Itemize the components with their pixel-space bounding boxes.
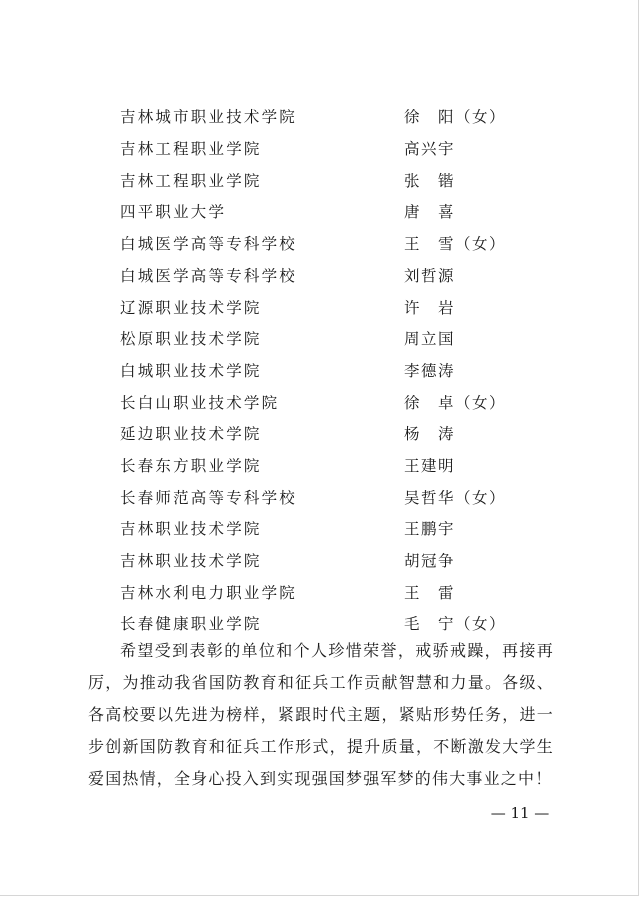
person-name: 周立国: [404, 330, 456, 348]
person-name: 吴哲华（女）: [404, 489, 507, 507]
honor-row: [0, 513, 640, 545]
school-name: 辽源职业技术学院: [120, 299, 262, 317]
honor-row: [0, 101, 640, 133]
honor-row: [0, 418, 640, 450]
honor-row: [0, 165, 640, 197]
honor-row: [0, 292, 640, 324]
closing-paragraph: 希望受到表彰的单位和个人珍惜荣誉，戒骄戒躁，再接再厉，为推动我省国防教育和征兵工作贡献智慧和力量。各级、各高校要以先进为榜样，紧跟时代主题，紧贴形势任务，进一步创新国防教育和征兵工作形式，提升质量，不断激发大学生爱国热情，全身心投入到实现强国梦强军梦的伟大事业之中！: [88, 641, 554, 788]
honor-row: [0, 228, 640, 260]
honor-row: [0, 355, 640, 387]
person-name: 毛 宁（女）: [404, 615, 507, 633]
school-name: 吉林工程职业学院: [120, 140, 262, 158]
school-name: 长春健康职业学院: [120, 615, 262, 633]
school-name: 长春师范高等专科学校: [120, 489, 298, 507]
school-name: 白城职业技术学院: [120, 362, 262, 380]
person-name: 徐 阳（女）: [404, 108, 507, 126]
honor-row: [0, 260, 640, 292]
person-name: 杨 涛: [404, 425, 456, 443]
person-name: 王建明: [404, 457, 456, 475]
school-name: 吉林城市职业技术学院: [120, 108, 298, 126]
person-name: 高兴宇: [404, 140, 456, 158]
school-name: 吉林工程职业学院: [120, 172, 262, 190]
honor-row: [0, 482, 640, 514]
school-name: 吉林职业技术学院: [120, 520, 262, 538]
person-name: 许 岩: [404, 299, 456, 317]
page-number: — 11 —: [490, 804, 550, 822]
school-name: 吉林职业技术学院: [120, 552, 262, 570]
honor-row: [0, 196, 640, 228]
honor-row: [0, 387, 640, 419]
school-name: 吉林水利电力职业学院: [120, 584, 298, 602]
honor-row: [0, 323, 640, 355]
school-name: 松原职业技术学院: [120, 330, 262, 348]
school-name: 长春东方职业学院: [120, 457, 262, 475]
person-name: 李德涛: [404, 362, 456, 380]
honor-row: [0, 577, 640, 609]
person-name: 王 雷: [404, 584, 456, 602]
school-name: 四平职业大学: [120, 203, 227, 221]
school-name: 延边职业技术学院: [120, 425, 262, 443]
person-name: 刘哲源: [404, 267, 456, 285]
honor-row: [0, 450, 640, 482]
person-name: 王 雪（女）: [404, 235, 507, 253]
person-name: 徐 卓（女）: [404, 394, 507, 412]
school-name: 长白山职业技术学院: [120, 394, 280, 412]
school-name: 白城医学高等专科学校: [120, 235, 298, 253]
honor-row: [0, 545, 640, 577]
school-name: 白城医学高等专科学校: [120, 267, 298, 285]
person-name: 张 锴: [404, 172, 456, 190]
person-name: 王鹏宇: [404, 520, 456, 538]
person-name: 唐 喜: [404, 203, 456, 221]
honor-row: [0, 133, 640, 165]
person-name: 胡冠争: [404, 552, 456, 570]
